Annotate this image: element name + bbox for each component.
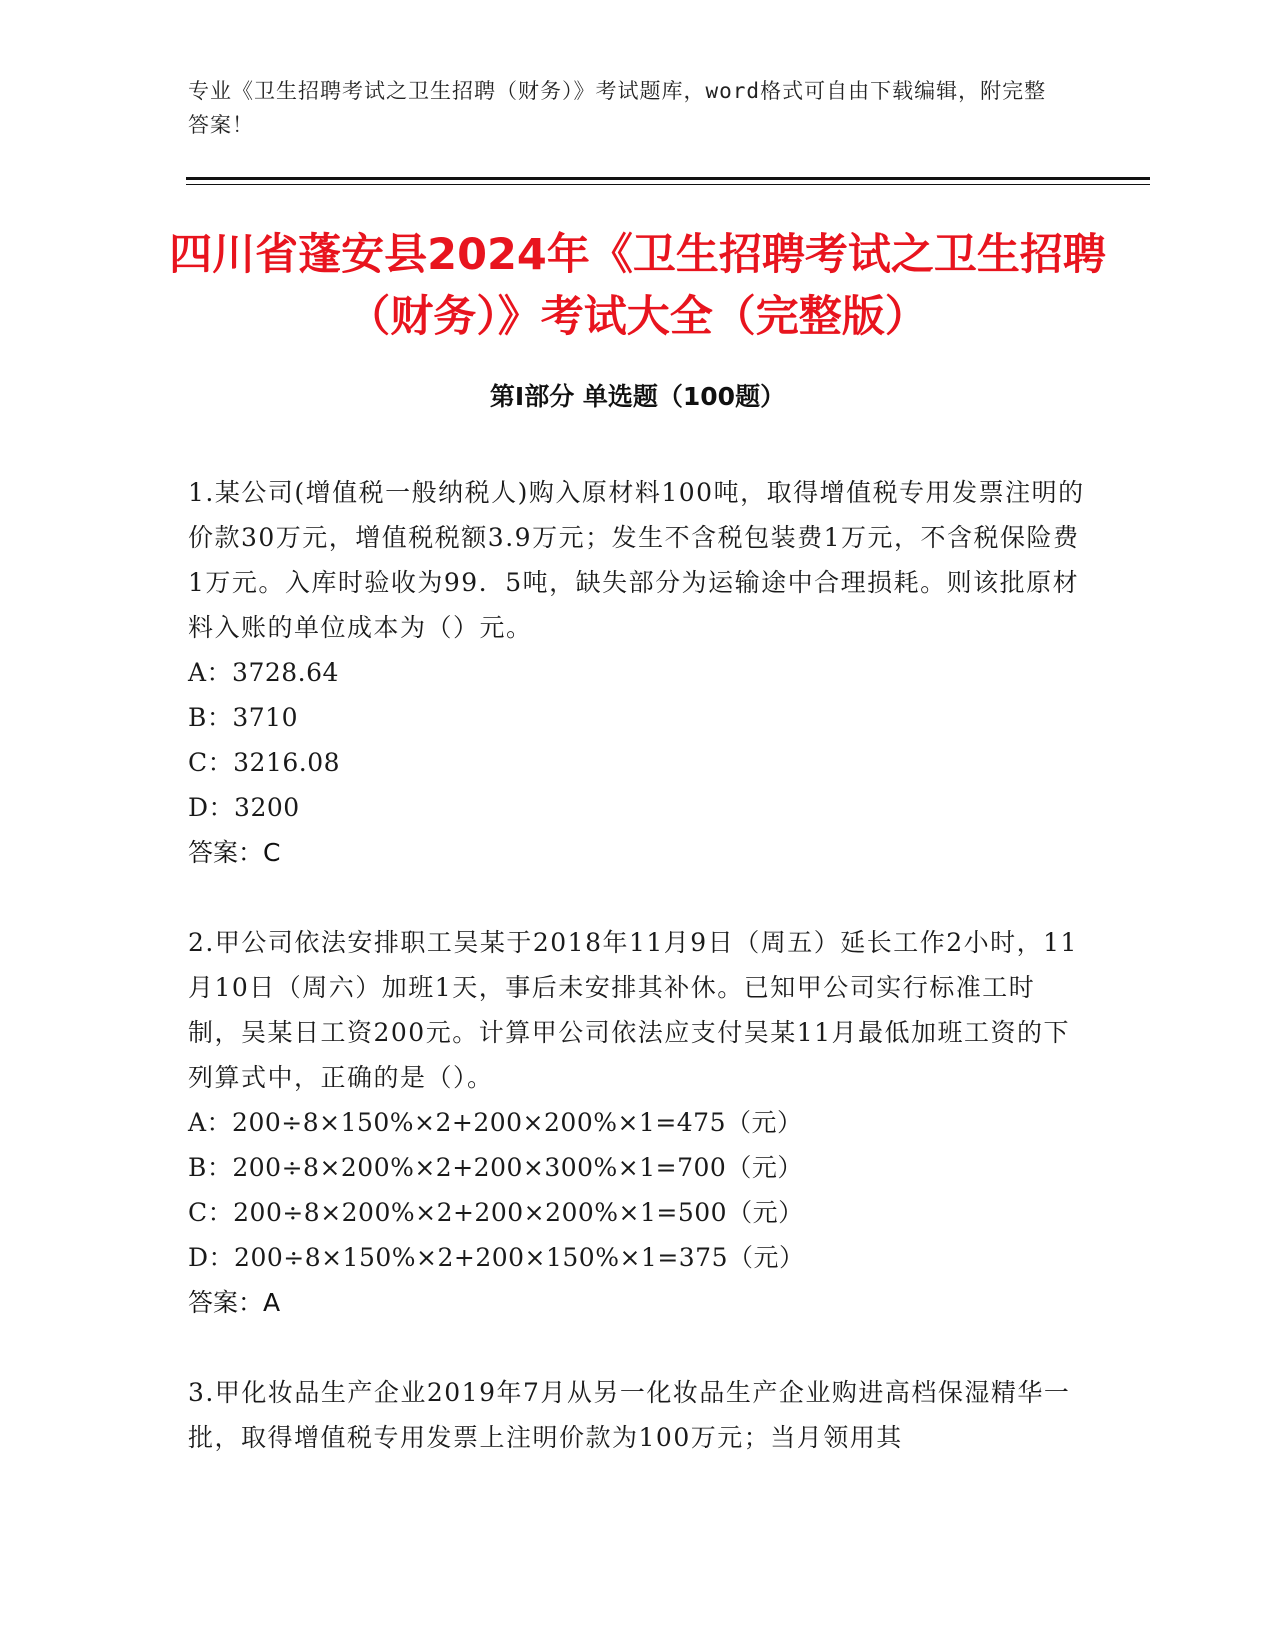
option-c: C：200÷8×200%×2+200×200%×1=500（元） xyxy=(188,1198,804,1227)
question-text: 1.某公司(增值税一般纳税人)购入原材料100吨，取得增值税专用发票注明的价款30万元，增值税税额3.9万元；发生不含税包装费1万元，不含税保险费1万元。入库时验收为99．5吨，缺失部分为运输途中合理损耗。则该批原材料入账的单位成本为（）元。 xyxy=(188,478,1085,642)
header-divider-thin xyxy=(186,184,1150,185)
answer-line: 答案：A xyxy=(188,1288,281,1317)
question-text: 2.甲公司依法安排职工吴某于2018年11月9日（周五）延长工作2小时，11月10日（周六）加班1天，事后未安排其补休。已知甲公司实行标准工时制，吴某日工资200元。计算甲公司依法应支付吴某11月最低加班工资的下列算式中，正确的是（）。 xyxy=(188,928,1078,1092)
question-3 xyxy=(188,1370,1088,1460)
question-1 xyxy=(188,470,1088,875)
question-2 xyxy=(188,920,1088,1325)
section-heading: 第Ⅰ部分 单选题（100题） xyxy=(489,382,786,411)
option-a: A：3728.64 xyxy=(188,658,339,687)
option-d: D：200÷8×150%×2+200×150%×1=375（元） xyxy=(188,1243,805,1272)
option-d: D：3200 xyxy=(188,793,300,822)
header-divider xyxy=(186,177,1150,180)
header-note: 专业《卫生招聘考试之卫生招聘（财务）》考试题库，word格式可自由下载编辑，附完整答案！ xyxy=(188,79,1047,137)
answer-line: 答案：C xyxy=(188,838,281,867)
document-title: 四川省蓬安县2024年《卫生招聘考试之卫生招聘（财务）》考试大全（完整版） xyxy=(169,230,1106,342)
option-b: B：3710 xyxy=(188,703,298,732)
option-c: C：3216.08 xyxy=(188,748,341,777)
option-b: B：200÷8×200%×2+200×300%×1=700（元） xyxy=(188,1153,803,1182)
option-a: A：200÷8×150%×2+200×200%×1=475（元） xyxy=(188,1108,803,1137)
question-text: 3.甲化妆品生产企业2019年7月从另一化妆品生产企业购进高档保湿精华一批，取得增值税专用发票上注明价款为100万元；当月领用其 xyxy=(188,1378,1071,1452)
